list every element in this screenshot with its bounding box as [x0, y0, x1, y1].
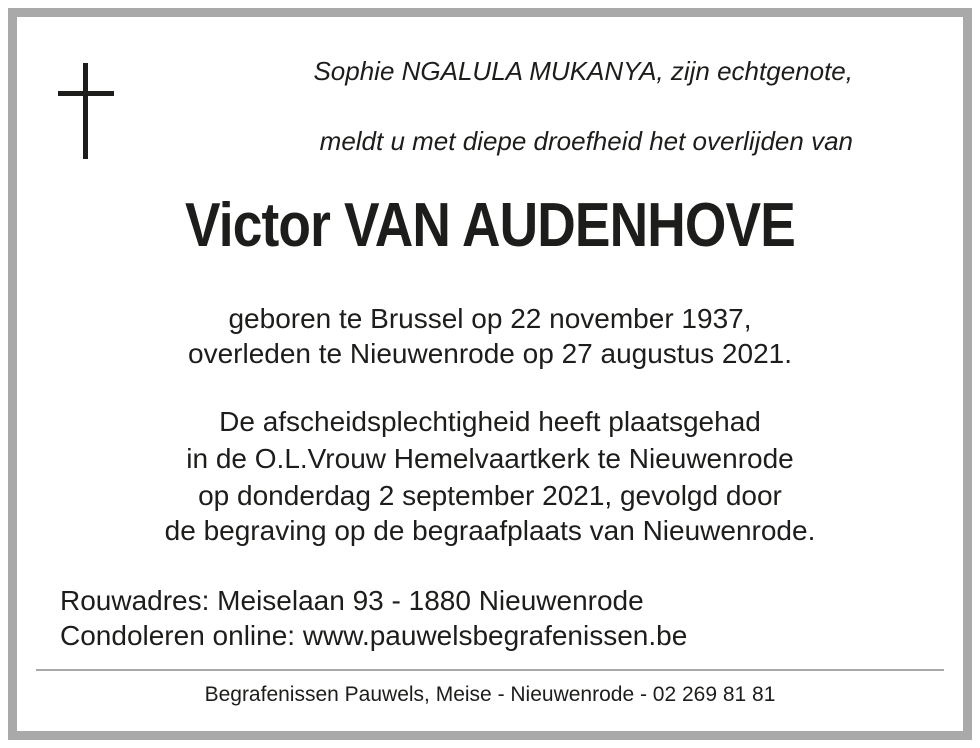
deceased-name: Victor VAN AUDENHOVE	[185, 191, 795, 260]
cross-icon	[58, 63, 114, 159]
funeral-line-2: in de O.L.Vrouw Hemelvaartkerk te Nieuwenrode	[186, 443, 794, 474]
death-line: overleden te Nieuwenrode op 27 augustus 2021.	[188, 338, 792, 369]
footer-divider	[36, 669, 944, 671]
birth-line: geboren te Brussel op 22 november 1937,	[228, 303, 752, 334]
funeral-line-4: de begraving op de begraafplaats van Nieuwenrode.	[164, 515, 816, 546]
funeral-home-footer: Begrafenissen Pauwels, Meise - Nieuwenrode - 02 269 81 81	[204, 683, 776, 706]
mourning-address: Rouwadres: Meiselaan 93 - 1880 Nieuwenrode	[60, 585, 644, 616]
funeral-line-3: op donderdag 2 september 2021, gevolgd door	[198, 480, 782, 511]
intro-announcement-line: meldt u met diepe droefheid het overlijden van	[319, 126, 853, 156]
cross-vertical-bar	[83, 63, 88, 159]
intro-spouse-line: Sophie NGALULA MUKANYA, zijn echtgenote,	[313, 56, 853, 86]
funeral-line-1: De afscheidsplechtigheid heeft plaatsgehad	[219, 406, 761, 437]
condolences-online: Condoleren online: www.pauwelsbegrafenissen.be	[60, 620, 688, 651]
cross-horizontal-bar	[58, 91, 114, 96]
